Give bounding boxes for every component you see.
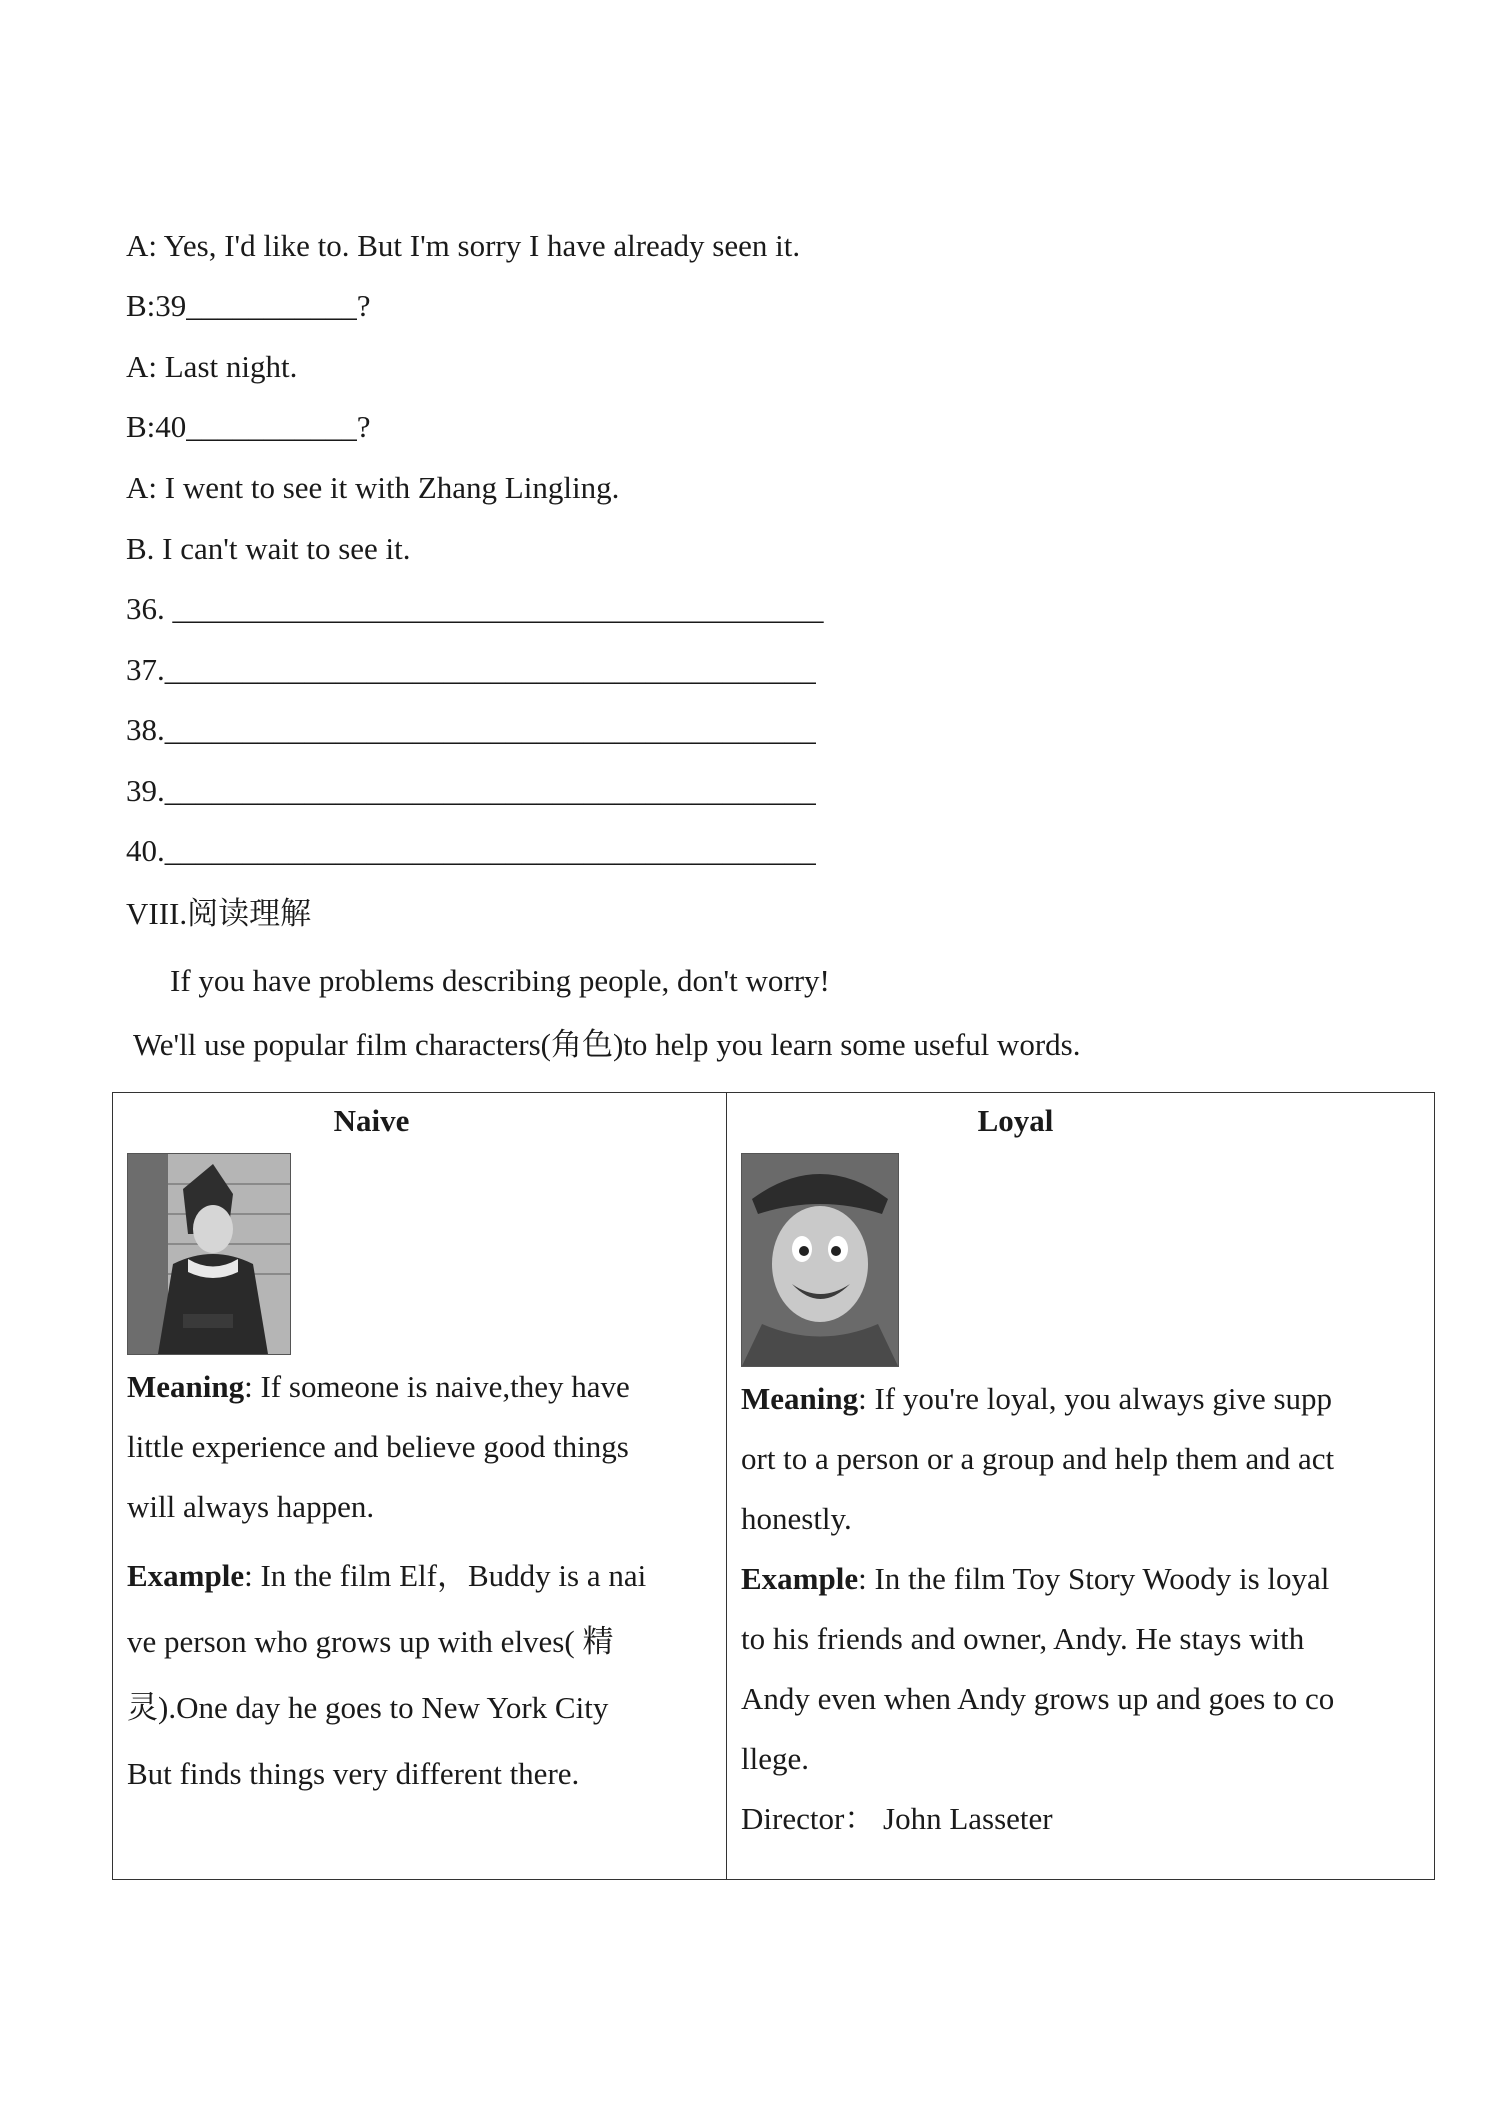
loyal-example (741, 1549, 1334, 1849)
loyal-example-text-4: llege. (741, 1741, 809, 1776)
naive-meaning (127, 1357, 630, 1537)
naive-meaning-text-1: : If someone is naive,they have (244, 1369, 630, 1404)
naive-meaning-label: Meaning (127, 1369, 245, 1404)
loyal-meaning-text-3: honestly. (741, 1501, 852, 1536)
loyal-meaning-text-1: : If you're loyal, you always give supp (858, 1381, 1333, 1416)
dialogue-line-3: A: Last night. (126, 349, 298, 384)
woody-image (742, 1154, 898, 1366)
naive-example-label: Example (127, 1558, 245, 1593)
naive-title: Naive (333, 1103, 410, 1138)
dialogue-line-1: A: Yes, I'd like to. But I'm sorry I have already seen it. (126, 228, 801, 263)
loyal-example-text-2: to his friends and owner, Andy. He stays with (741, 1621, 1305, 1656)
naive-example (127, 1543, 646, 1807)
loyal-example-text-3: Andy even when Andy grows up and goes to co (741, 1681, 1335, 1716)
loyal-title: Loyal (977, 1103, 1054, 1138)
intro-line-2: We'll use popular film characters(角色)to help you learn some useful words. (133, 1027, 1081, 1062)
naive-cell (113, 1093, 727, 1880)
naive-meaning-text-3: will always happen. (127, 1489, 375, 1524)
loyal-meaning (741, 1369, 1334, 1549)
toy-story-woody-photo (741, 1153, 899, 1367)
loyal-example-label: Example (741, 1561, 859, 1596)
answer-line-40: 40.__________________________________________ (126, 833, 816, 868)
loyal-meaning-text-2: ort to a person or a group and help them and act (741, 1441, 1335, 1476)
loyal-example-text-1: : In the film Toy Story Woody is loyal (858, 1561, 1330, 1596)
dialogue-line-6: B. I can't wait to see it. (126, 531, 411, 566)
naive-example-text-2: ve person who grows up with elves( 精 (127, 1624, 614, 1659)
answer-line-39: 39.__________________________________________ (126, 773, 816, 808)
loyal-director: Director： John Lasseter (741, 1801, 1053, 1836)
dialogue-line-2: B:39___________? (126, 288, 371, 323)
dialogue-line-4: B:40___________? (126, 409, 371, 444)
section-heading: VIII.阅读理解 (126, 896, 312, 931)
loyal-cell (727, 1093, 1435, 1880)
elf-buddy-image (128, 1154, 290, 1354)
naive-example-text-4: But finds things very different there. (127, 1756, 580, 1791)
dialogue-line-5: A: I went to see it with Zhang Lingling. (126, 470, 620, 505)
answer-line-38: 38.__________________________________________ (126, 712, 816, 747)
loyal-meaning-label: Meaning (741, 1381, 859, 1416)
intro-line-1: If you have problems describing people, don't worry! (170, 963, 830, 998)
answer-line-36: 36. __________________________________________ (126, 591, 824, 626)
naive-meaning-text-2: little experience and believe good things (127, 1429, 629, 1464)
answer-line-37: 37.__________________________________________ (126, 652, 816, 687)
elf-buddy-photo (127, 1153, 291, 1355)
naive-example-text-1: : In the film Elf，Buddy is a nai (244, 1558, 647, 1593)
vocab-table (112, 1092, 1435, 1880)
naive-example-text-3: 灵).One day he goes to New York City (127, 1690, 609, 1725)
